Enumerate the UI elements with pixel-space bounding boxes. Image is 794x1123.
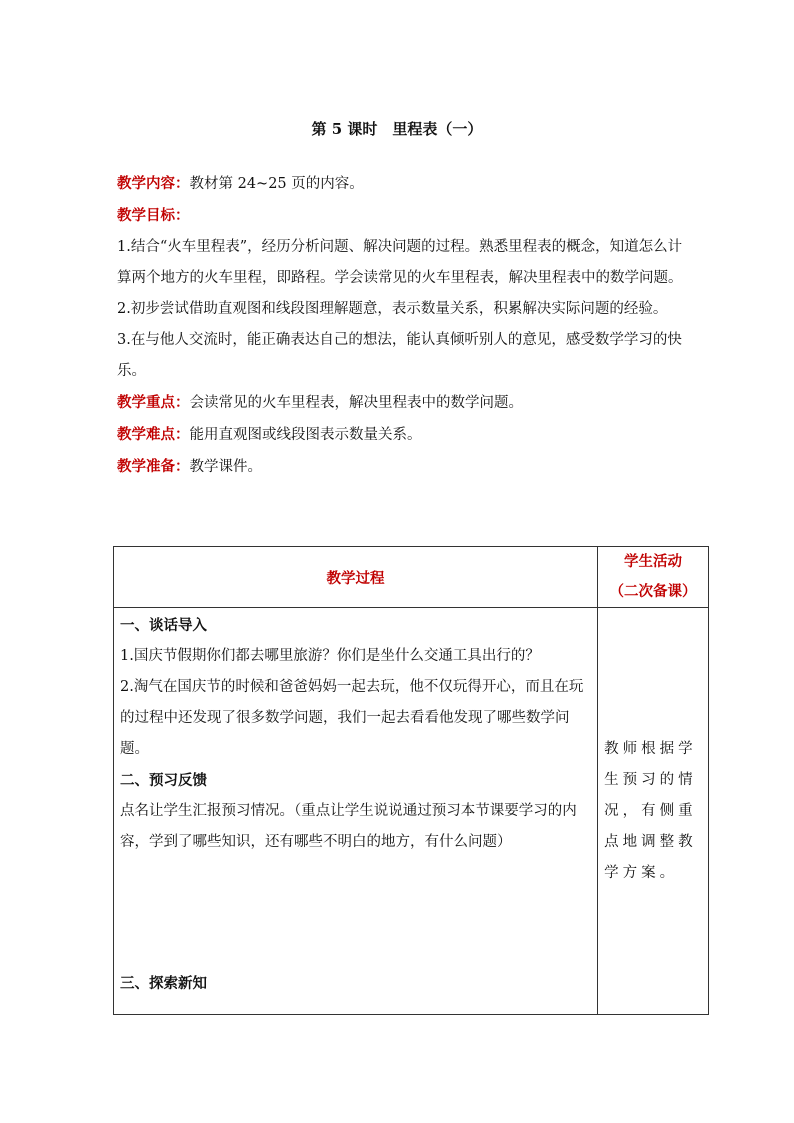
key-point-label: 教学重点： (117, 394, 190, 411)
content-line (117, 168, 687, 200)
table-body-row (114, 608, 709, 1015)
table-header-row (114, 547, 709, 608)
section-paragraph: 1.国庆节假期你们都去哪里旅游？你们是坐什么交通工具出行的？ (120, 648, 540, 664)
second-prep-title: （二次备课） (609, 583, 697, 600)
lesson-process-table (113, 546, 709, 1015)
objectives-label: 教学目标： (117, 207, 190, 224)
blank-space (120, 858, 591, 968)
objectives-heading (117, 200, 687, 232)
student-activity-cell: 教师根据学生预习的情况，有侧重点地调整教学方案。 (598, 608, 709, 1015)
lesson-meta (117, 168, 687, 483)
content-text: 教材第 24~25 页的内容。 (189, 176, 364, 192)
preparation-line (117, 451, 687, 483)
process-header: 教学过程 (114, 547, 598, 608)
section-paragraph: 点名让学生汇报预习情况。（重点让学生说说通过预习本节课要学习的内容，学到了哪些知识，还有哪些不明白的地方，有什么问题） (120, 803, 577, 850)
content-label: 教学内容： (117, 175, 190, 192)
student-activity-title: 学生活动 (624, 553, 683, 570)
key-point-text: 会读常见的火车里程表，解决里程表中的数学问题。 (189, 395, 523, 411)
objective-item: 1.结合“火车里程表”，经历分析问题、解决问题的过程。熟悉里程表的概念，知道怎么计算两个地方的火车里程，即路程。学会读常见的火车里程表，解决里程表中的数学问题。 (117, 239, 683, 286)
preparation-label: 教学准备： (117, 458, 190, 475)
key-point-line (117, 387, 687, 419)
lesson-title: 第 5 课时 里程表（一） (311, 120, 483, 138)
objective-item: 2.初步尝试借助直观图和线段图理解题意，表示数量关系，积累解决实际问题的经验。 (117, 301, 668, 317)
process-cell (114, 608, 598, 1015)
student-activity-header (598, 547, 709, 608)
section-title: 三、探索新知 (120, 975, 207, 992)
difficulty-label: 教学难点： (117, 426, 190, 443)
difficulty-line (117, 419, 687, 451)
section-paragraph: 2.淘气在国庆节的时候和爸爸妈妈一起去玩，他不仅玩得开心，而且在玩的过程中还发现了很多数学问题，我们一起去看看他发现了哪些数学问题。 (120, 679, 584, 757)
objective-item: 3.在与他人交流时，能正确表达自己的想法，能认真倾听别人的意见，感受数学学习的快乐。 (117, 332, 682, 379)
preparation-text: 教学课件。 (189, 459, 262, 475)
section-title: 二、预习反馈 (120, 772, 207, 789)
section-title: 一、谈话导入 (120, 617, 207, 634)
difficulty-text: 能用直观图或线段图表示数量关系。 (189, 427, 422, 443)
